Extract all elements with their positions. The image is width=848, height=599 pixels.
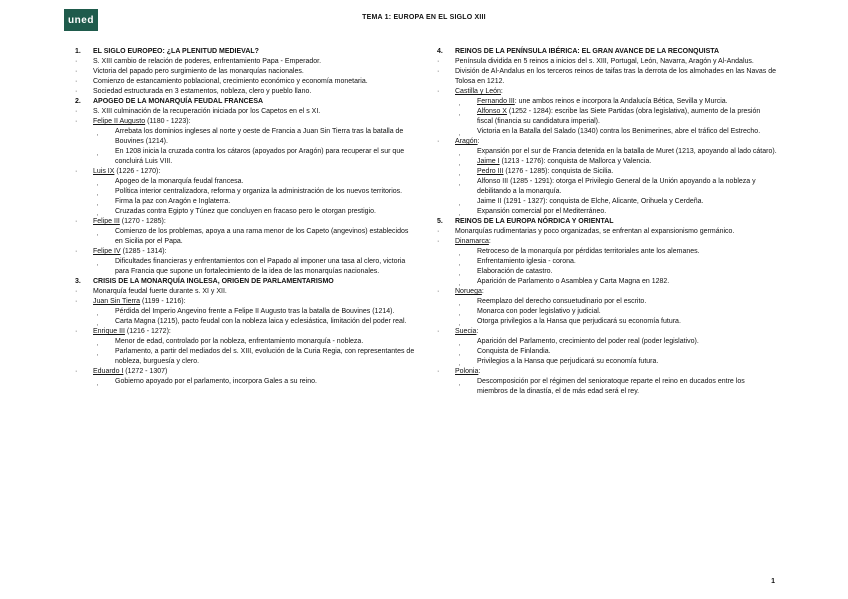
sub-bullet-icon: ‚: [459, 251, 461, 257]
section-title: EL SIGLO EUROPEO: ¿LA PLENITUD MEDIEVAL?: [93, 48, 259, 55]
kingdom-name: Polonia: [455, 368, 479, 375]
sub-bullet-icon: ‚: [459, 101, 461, 107]
section-number: 5.: [437, 218, 443, 225]
list-item: [75, 217, 415, 227]
bullet-icon: ·: [75, 118, 78, 125]
sub-bullet-icon: ‚: [97, 351, 99, 357]
sub-item: [437, 127, 777, 137]
section-heading: [75, 97, 415, 107]
list-item: · Castilla y León:: [437, 88, 503, 95]
sub-item: [437, 257, 777, 267]
sub-item: [437, 157, 777, 167]
sub-bullet-icon: ‚: [459, 181, 461, 187]
section-heading: [437, 47, 777, 57]
item-text: Expansión comercial por el Mediterráneo.: [477, 208, 607, 215]
ruler-name: Juan Sin Tierra: [93, 298, 141, 305]
sub-item: [437, 147, 777, 157]
sub-item: [437, 107, 777, 127]
bullet-icon: ·: [437, 68, 440, 75]
sub-bullet-icon: ‚: [97, 151, 99, 157]
sub-bullet-icon: ‚: [97, 131, 99, 137]
item-text: S. XIII culminación de la recuperación iniciada por los Capetos en el s XI.: [93, 108, 321, 115]
sub-bullet-icon: ‚: [97, 231, 99, 237]
list-item: [437, 57, 777, 67]
ruler-name: Luis IX: [93, 168, 115, 175]
item-text: Arrebata los dominios ingleses al norte y oeste de Francia a Juan Sin Tierra tras la batalla de Bouvines (1214).: [115, 128, 404, 145]
bullet-icon: ·: [75, 248, 78, 255]
sub-bullet-icon: ‚: [97, 191, 99, 197]
section-title: REINOS DE LA PENÍNSULA IBÉRICA: EL GRAN AVANCE DE LA RECONQUISTA: [455, 48, 720, 55]
ruler-name: Felipe IV: [93, 248, 121, 255]
section-title: CRISIS DE LA MONARQUÍA INGLESA, ORIGEN DE PARLAMENTARISMO: [93, 278, 334, 285]
item-text: Conquista de Finlandia.: [477, 348, 551, 355]
sub-bullet-icon: ‚: [459, 311, 461, 317]
sub-item: [437, 97, 777, 107]
sub-item: [75, 177, 415, 187]
item-text: Firma la paz con Aragón e Inglaterra.: [115, 198, 231, 205]
ruler-dates: (1270 - 1285):: [119, 218, 166, 225]
item-text: Jaime II (1291 - 1327): conquista de Elche, Alicante, Orihuela y Cerdeña.: [477, 198, 704, 205]
item-text: Otorga privilegios a la Hansa que perjudicará su economía futura.: [477, 318, 681, 325]
bullet-icon: ·: [75, 68, 78, 75]
sub-item: [75, 307, 415, 317]
bullet-icon: ·: [75, 108, 78, 115]
sub-item: [75, 127, 415, 147]
kingdom-name: Suecia: [455, 328, 477, 335]
item-text: Victoria en la Batalla del Salado (1340) contra los Benimerines, abre el tráfico del Estrecho.: [477, 128, 761, 135]
sub-bullet-icon: ‚: [97, 211, 99, 217]
sub-item: [75, 317, 415, 327]
left-column: [75, 47, 415, 387]
list-item: · Suecia:: [437, 328, 479, 335]
sub-item: [75, 147, 415, 167]
sub-bullet-icon: ‚: [459, 211, 461, 217]
right-column: [437, 47, 777, 397]
bullet-icon: ·: [437, 138, 440, 145]
item-text: Monarquía feudal fuerte durante s. XI y XII.: [93, 288, 227, 295]
ruler-dates: (1226 - 1270):: [114, 168, 161, 175]
bullet-icon: ·: [75, 88, 78, 95]
sub-item: [437, 177, 777, 197]
sub-bullet-icon: ‚: [97, 381, 99, 387]
item-text: En 1208 inicia la cruzada contra los cátaros (apoyados por Aragón) para recuperar el sur que concluirá Luis VIII.: [115, 148, 405, 165]
section-number: 3.: [75, 278, 81, 285]
section-number: 2.: [75, 98, 81, 105]
list-item: [75, 107, 415, 117]
item-text: (1252 - 1284): escribe las Siete Partidas (obra legislativa), aumento de la presión fiscal (financia su candidatura imperial).: [477, 108, 761, 125]
section-number: 4.: [437, 48, 443, 55]
sub-item: [437, 317, 777, 327]
page-title: TEMA 1: EUROPA EN EL SIGLO XIII: [362, 14, 486, 21]
sub-bullet-icon: ‚: [459, 261, 461, 267]
item-text: Política interior centralizadora, reforma y organiza la administración de los nuevos territorios.: [115, 188, 403, 195]
sub-bullet-icon: ‚: [97, 261, 99, 267]
item-text: Comienzo de los problemas, apoya a una rama menor de los Capeto (angevinos) establecidos en Sicilia por el Papa.: [115, 228, 409, 245]
kingdom-name: Noruega: [455, 288, 482, 295]
sub-item: [437, 207, 777, 217]
sub-bullet-icon: ‚: [97, 311, 99, 317]
sub-bullet-icon: ‚: [459, 131, 461, 137]
sub-bullet-icon: ‚: [459, 341, 461, 347]
bullet-icon: ·: [437, 368, 440, 375]
sub-item: [75, 207, 415, 217]
item-text: Gobierno apoyado por el parlamento, incorpora Gales a su reino.: [115, 378, 317, 385]
section-heading: [75, 47, 415, 57]
item-text: Aparición del Parlamento, crecimiento del poder real (poder legislativo).: [477, 338, 699, 345]
item-text: Aparición de Parlamento o Asamblea y Carta Magna en 1282.: [477, 278, 670, 285]
ruler-dates: (1216 - 1272):: [124, 328, 171, 335]
ruler-name: Felipe II Augusto: [93, 118, 146, 125]
sub-bullet-icon: ‚: [459, 381, 461, 387]
sub-item: [437, 277, 777, 287]
bullet-icon: ·: [437, 58, 440, 65]
sub-item: [75, 337, 415, 347]
ruler-name: Pedro III: [477, 168, 504, 175]
ruler-dates: (1199 - 1216):: [140, 298, 186, 305]
list-item: [75, 77, 415, 87]
item-text: Apogeo de la monarquía feudal francesa.: [115, 178, 244, 185]
sub-bullet-icon: ‚: [459, 321, 461, 327]
sub-bullet-icon: ‚: [459, 171, 461, 177]
sub-item: [75, 197, 415, 207]
list-item: · Dinamarca:: [437, 238, 491, 245]
ruler-name: Jaime I: [477, 158, 500, 165]
list-item: [75, 367, 415, 377]
item-text: Pérdida del Imperio Angevino frente a Felipe II Augusto tras la batalla de Bouvines (1214).: [115, 308, 395, 315]
list-item: · Noruega:: [437, 288, 484, 295]
kingdom-name: Castilla y León: [455, 88, 501, 95]
bullet-icon: ·: [75, 368, 78, 375]
list-item: [75, 327, 415, 337]
sub-item: [437, 267, 777, 277]
section-number: 1.: [75, 48, 81, 55]
item-text: Privilegios a la Hansa que perjudicará su economía futura.: [477, 358, 659, 365]
sub-bullet-icon: ‚: [459, 161, 461, 167]
bullet-icon: ·: [437, 228, 440, 235]
sub-item: [75, 377, 415, 387]
list-item: [75, 67, 415, 77]
ruler-dates: (1180 - 1223):: [145, 118, 191, 125]
item-text: Monarca con poder legislativo y judicial.: [477, 308, 601, 315]
sub-item: [437, 357, 777, 367]
item-text: Carta Magna (1215), pacto feudal con la nobleza laica y eclesiástica, limitación del poder real.: [115, 318, 407, 325]
item-text: Retroceso de la monarquía por pérdidas territoriales ante los alemanes.: [477, 248, 700, 255]
bullet-icon: ·: [75, 298, 78, 305]
item-text: Alfonso III (1285 - 1291): otorga el Privilegio General de la Unión apoyando a la nobleza y debilitando a la monarquía.: [477, 178, 756, 195]
item-text: Victoria del papado pero surgimiento de las monarquías nacionales.: [93, 68, 304, 75]
section-title: APOGEO DE LA MONARQUÍA FEUDAL FRANCESA: [93, 98, 264, 105]
item-text: Enfrentamiento iglesia - corona.: [477, 258, 576, 265]
sub-item: [437, 347, 777, 357]
item-text: Elaboración de catastro.: [477, 268, 553, 275]
sub-item: [437, 337, 777, 347]
item-text: Monarquías rudimentarias y poco organizadas, se enfrentan al expansionismo germánico.: [455, 228, 735, 235]
section-heading: [437, 217, 777, 227]
sub-item: [75, 347, 415, 367]
item-text: S. XIII cambio de relación de poderes, enfrentamiento Papa - Emperador.: [93, 58, 322, 65]
ruler-name: Felipe III: [93, 218, 120, 225]
list-item: · Polonia:: [437, 368, 481, 375]
kingdom-name: Dinamarca: [455, 238, 489, 245]
sub-bullet-icon: ‚: [459, 361, 461, 367]
bullet-icon: ·: [75, 218, 78, 225]
item-text: Comienzo de estancamiento poblacional, crecimiento económico y economía monetaria.: [93, 78, 368, 85]
sub-bullet-icon: ‚: [459, 281, 461, 287]
section-title: REINOS DE LA EUROPA NÓRDICA Y ORIENTAL: [455, 218, 614, 225]
bullet-icon: ·: [437, 328, 440, 335]
bullet-icon: ·: [75, 168, 78, 175]
bullet-icon: ·: [75, 78, 78, 85]
kingdom-name: Aragón: [455, 138, 478, 145]
bullet-icon: ·: [75, 58, 78, 65]
item-text: Parlamento, a partir del mediados del s. XIII, evolución de la Curia Regia, con representantes de nobleza, burguesía y clero.: [115, 348, 415, 365]
item-text: Descomposición por el régimen del senioratoque reparte el reino en ducados entre los miembros de la dinastía, el de más edad será el rey.: [477, 378, 745, 395]
sub-item: [75, 257, 415, 277]
section-heading: [75, 277, 415, 287]
sub-item: [437, 197, 777, 207]
list-item: [75, 57, 415, 67]
page-number: 1: [771, 578, 775, 585]
list-item: [75, 117, 415, 127]
ruler-name: Fernando III: [477, 98, 515, 105]
list-item: · Aragón:: [437, 138, 480, 145]
sub-item: [75, 187, 415, 197]
list-item: [75, 287, 415, 297]
item-text: (1213 - 1276): conquista de Mallorca y Valencia.: [499, 158, 652, 165]
sub-bullet-icon: ‚: [97, 321, 99, 327]
list-item: [75, 297, 415, 307]
sub-item: [437, 297, 777, 307]
item-text: Sociedad estructurada en 3 estamentos, nobleza, clero y pueblo llano.: [93, 88, 312, 95]
bullet-icon: ·: [75, 288, 78, 295]
ruler-name: Enrique III: [93, 328, 125, 335]
sub-bullet-icon: ‚: [459, 351, 461, 357]
sub-item: [75, 227, 415, 247]
list-item: [75, 87, 415, 97]
bullet-icon: ·: [437, 288, 440, 295]
sub-bullet-icon: ‚: [97, 201, 99, 207]
ruler-name: Alfonso X: [477, 108, 507, 115]
item-text: Reemplazo del derecho consuetudinario por el escrito.: [477, 298, 647, 305]
ruler-name: Eduardo I: [93, 368, 124, 375]
ruler-dates: (1285 - 1314):: [120, 248, 167, 255]
list-item: [75, 167, 415, 177]
list-item: [437, 227, 777, 237]
item-text: Cruzadas contra Egipto y Túnez que concluyen en fracaso pero le otorgan prestigio.: [115, 208, 376, 215]
list-item: [437, 67, 777, 87]
sub-bullet-icon: ‚: [97, 181, 99, 187]
sub-item: [437, 167, 777, 177]
item-text: División de Al-Andalus en los terceros reinos de taifas tras la derrota de los almohades en las Navas de Tolosa en 1212.: [455, 68, 777, 85]
item-text: Dificultades financieras y enfrentamientos con el Papado al imponer una tasa al clero, victoria para Francia que supone un fortalecimiento de la idea de las monarquías nacionales.: [115, 258, 406, 275]
sub-bullet-icon: ‚: [459, 271, 461, 277]
item-text: Menor de edad, controlado por la nobleza, enfrentamiento monarquía - nobleza.: [115, 338, 364, 345]
sub-bullet-icon: ‚: [459, 111, 461, 117]
sub-item: [437, 377, 777, 397]
bullet-icon: ·: [75, 328, 78, 335]
sub-bullet-icon: ‚: [459, 201, 461, 207]
item-text: (1276 - 1285): conquista de Sicilia.: [503, 168, 614, 175]
bullet-icon: ·: [437, 238, 440, 245]
sub-item: [437, 247, 777, 257]
sub-bullet-icon: ‚: [459, 301, 461, 307]
sub-item: [437, 307, 777, 317]
sub-bullet-icon: ‚: [459, 151, 461, 157]
item-text: : une ambos reinos e incorpora la Andalucía Bética, Sevilla y Murcia.: [514, 98, 728, 105]
item-text: Expansión por el sur de Francia detenida en la batalla de Muret (1213, apoyando al lado cátaro).: [477, 148, 777, 155]
logo-text: uned: [68, 14, 94, 26]
sub-bullet-icon: ‚: [97, 341, 99, 347]
bullet-icon: ·: [437, 88, 440, 95]
item-text: Península dividida en 5 reinos a inicios del s. XIII, Portugal, León, Navarra, Aragón y Al-Andalus.: [455, 58, 754, 65]
ruler-dates: (1272 - 1307): [123, 368, 168, 375]
list-item: [75, 247, 415, 257]
